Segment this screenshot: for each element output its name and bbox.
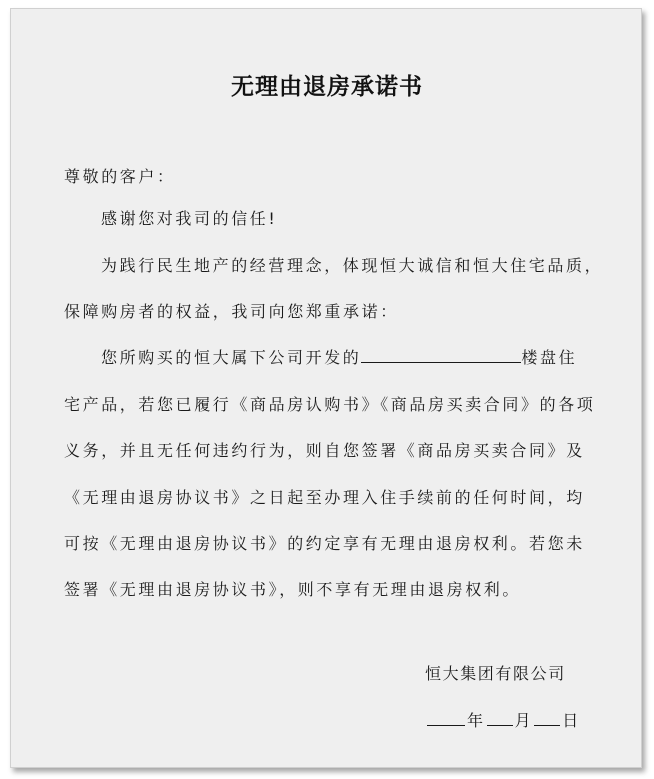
day-label: 日: [562, 711, 580, 730]
body-line-9: 签署《无理由退房协议书》，则不享有无理由退房权利。: [64, 580, 522, 599]
body-line-6: 义务，并且无任何违约行为，则自您签署《商品房买卖合同》及: [64, 441, 585, 460]
body-line-8: 可按《无理由退房协议书》的约定享有无理由退房权利。若您未: [64, 534, 585, 553]
body-line-3: 保障购房者的权益，我司向您郑重承诺：: [64, 302, 399, 321]
project-name-blank: [361, 348, 521, 363]
month-label: 月: [514, 711, 533, 730]
body-line-1: 感谢您对我司的信任!: [101, 209, 278, 228]
month-blank: [487, 711, 513, 726]
body-line-4: [101, 345, 577, 368]
year-label: 年: [467, 711, 485, 730]
body-line-7: 《无理由退房协议书》之日起至办理入住手续前的任何时间，均: [64, 488, 585, 507]
day-blank: [534, 711, 560, 726]
document-title: 无理由退房承诺书: [231, 74, 423, 100]
body-line-5: 宅产品，若您已履行《商品房认购书》《商品房买卖合同》的各项: [64, 395, 596, 414]
body-line-4-text: 您所购买的恒大属下公司开发的: [101, 348, 362, 367]
year-blank: [427, 711, 465, 726]
document-page: [10, 8, 642, 768]
body-line-4-tail: 楼盘住: [521, 348, 578, 367]
company-name: 恒大集团有限公司: [425, 664, 566, 683]
body-line-2: 为践行民生地产的经营理念，体现恒大诚信和恒大住宅品质，: [101, 256, 604, 275]
salutation: 尊敬的客户：: [64, 167, 176, 186]
date-line: [425, 708, 580, 731]
